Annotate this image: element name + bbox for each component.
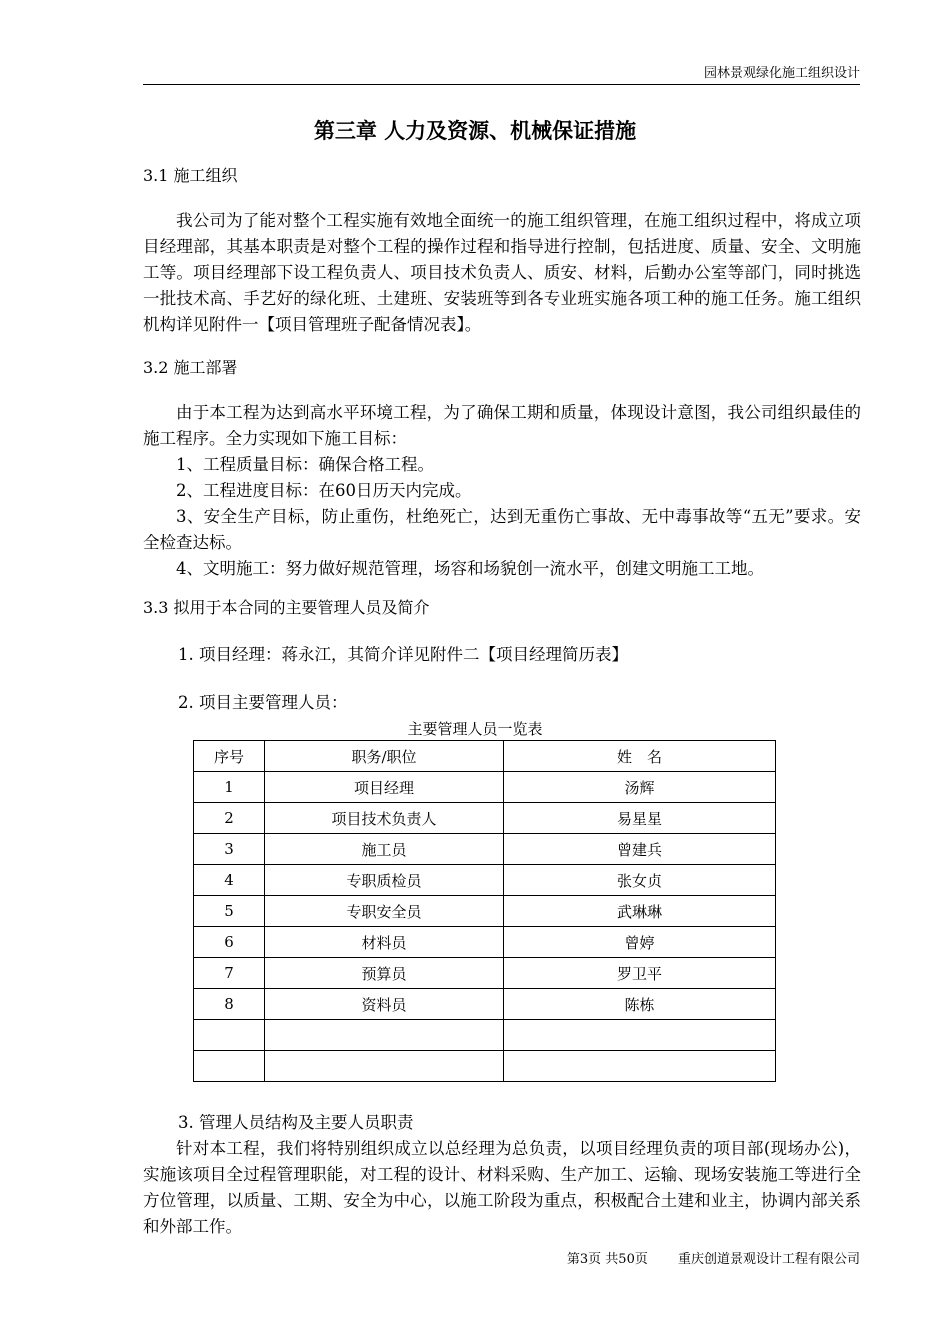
table-caption: 主要管理人员一览表 xyxy=(407,720,543,738)
company-name: 重庆创道景观设计工程有限公司 xyxy=(677,1252,860,1267)
table-row xyxy=(194,834,776,865)
cell-index xyxy=(194,1051,265,1082)
cell-name: 武琳琳 xyxy=(504,896,776,927)
table-row xyxy=(194,803,776,834)
cell-position xyxy=(265,1020,504,1051)
section-3-1-paragraph: 我公司为了能对整个工程实施有效地全面统一的施工组织管理，在施工组织过程中，将成立项目经理部，其基本职责是对整个工程的操作过程和指导进行控制，包括进度、质量、安全、文明施工等。项目经理部下设工程负责人、项目技术负责人、质安、材料，后勤办公室等部门，同时挑选一批技术高、手艺好的绿化班、土建班、安装班等到各专业班实施各项工种的施工任务。施工组织机构详见附件一【项目管理班子配备情况表】。 xyxy=(143,211,861,334)
cell-position: 材料员 xyxy=(265,927,504,958)
header-index: 序号 xyxy=(194,741,265,772)
cell-name: 曾婷 xyxy=(504,927,776,958)
cell-index: 8 xyxy=(194,989,265,1020)
table-row xyxy=(194,958,776,989)
section-heading-3-1: 3.1 施工组织 xyxy=(143,166,238,185)
section-heading-3-2: 3.2 施工部署 xyxy=(143,358,238,377)
header-position: 职务/职位 xyxy=(265,741,504,772)
cell-position: 项目技术负责人 xyxy=(265,803,504,834)
cell-index: 1 xyxy=(194,772,265,803)
cell-name: 曾建兵 xyxy=(504,834,776,865)
cell-index: 4 xyxy=(194,865,265,896)
table-row xyxy=(194,927,776,958)
cell-name: 易星星 xyxy=(504,803,776,834)
cell-index: 6 xyxy=(194,927,265,958)
cell-index: 2 xyxy=(194,803,265,834)
cell-index: 5 xyxy=(194,896,265,927)
section-3-2-intro: 由于本工程为达到高水平环境工程，为了确保工期和质量，体现设计意图，我公司组织最佳的施工程序。全力实现如下施工目标： xyxy=(143,403,861,448)
cell-index xyxy=(194,1020,265,1051)
running-header xyxy=(143,66,860,85)
cell-name: 汤辉 xyxy=(504,772,776,803)
cell-position: 施工员 xyxy=(265,834,504,865)
cell-index: 3 xyxy=(194,834,265,865)
table-row xyxy=(194,772,776,803)
table-row xyxy=(194,896,776,927)
cell-position: 专职安全员 xyxy=(265,896,504,927)
cell-index: 7 xyxy=(194,958,265,989)
running-title: 园林景观绿化施工组织设计 xyxy=(703,66,860,81)
goal-civilized: 4、文明施工：努力做好规范管理，场容和场貌创一流水平，创建文明施工工地。 xyxy=(176,559,764,578)
cell-position: 专职质检员 xyxy=(265,865,504,896)
cell-position: 项目经理 xyxy=(265,772,504,803)
chapter-title: 第三章 人力及资源、机械保证措施 xyxy=(313,119,637,143)
item-main-staff: 2. 项目主要管理人员： xyxy=(178,693,348,712)
cell-name: 张女贞 xyxy=(504,865,776,896)
table-row xyxy=(194,865,776,896)
item-staff-structure: 3. 管理人员结构及主要人员职责 xyxy=(178,1113,414,1132)
table-row-empty xyxy=(194,1020,776,1051)
table-header-row xyxy=(194,741,776,772)
table-row xyxy=(194,989,776,1020)
cell-name: 罗卫平 xyxy=(504,958,776,989)
page-number: 第3页 共50页 xyxy=(566,1252,648,1267)
item-project-manager: 1. 项目经理：蒋永江，其简介详见附件二【项目经理简历表】 xyxy=(178,645,628,664)
section-heading-3-3: 3.3 拟用于本合同的主要管理人员及简介 xyxy=(143,598,430,617)
cell-name xyxy=(504,1051,776,1082)
staff-structure-paragraph: 针对本工程，我们将特别组织成立以总经理为总负责，以项目经理负责的项目部(现场办公)，实施该项目全过程管理职能，对工程的设计、材料采购、生产加工、运输、现场安装施工等进行全方位管理，以质量、工期、安全为中心，以施工阶段为重点，积极配合土建和业主，协调内部关系和外部工作。 xyxy=(143,1139,861,1236)
table-row-empty xyxy=(194,1051,776,1082)
cell-name xyxy=(504,1020,776,1051)
goal-safety: 3、安全生产目标，防止重伤，杜绝死亡，达到无重伤亡事故、无中毒事故等“五无”要求。安全检查达标。 xyxy=(143,507,861,552)
header-name: 姓 名 xyxy=(504,741,776,772)
goal-schedule: 2、工程进度目标：在60日历天内完成。 xyxy=(176,481,472,500)
cell-position: 预算员 xyxy=(265,958,504,989)
goal-quality: 1、工程质量目标：确保合格工程。 xyxy=(176,455,434,474)
cell-position: 资料员 xyxy=(265,989,504,1020)
cell-position xyxy=(265,1051,504,1082)
page-footer xyxy=(561,1248,860,1267)
staff-table xyxy=(193,740,776,1082)
cell-name: 陈栋 xyxy=(504,989,776,1020)
